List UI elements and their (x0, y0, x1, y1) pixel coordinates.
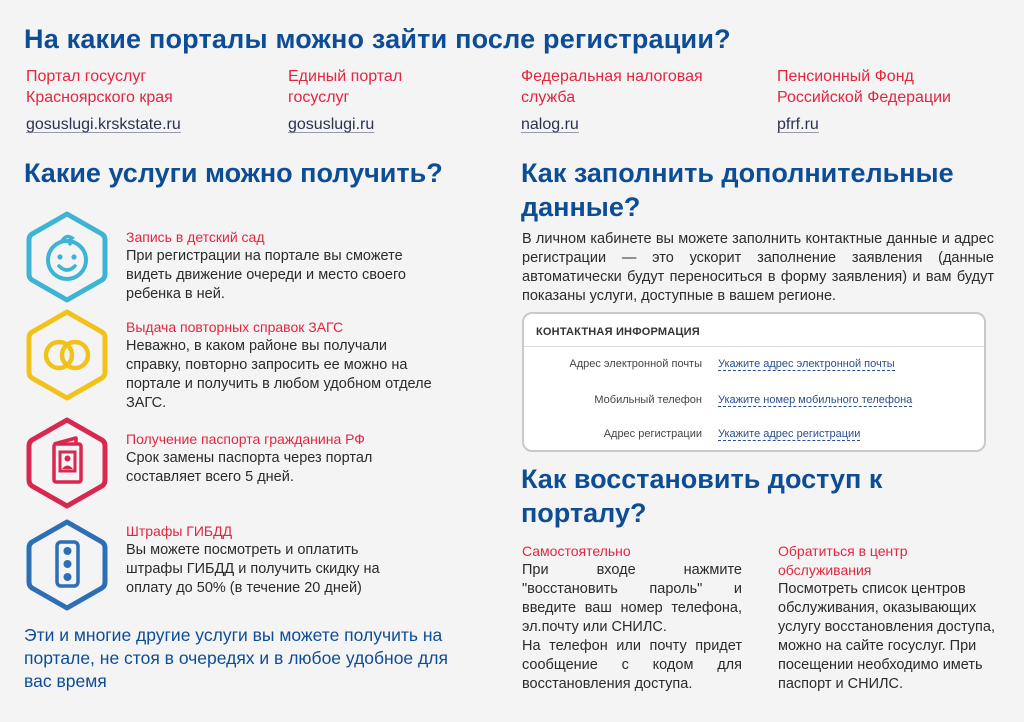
fill-title: Как заполнить дополнительные данные? (521, 158, 954, 222)
main-title: На какие порталы можно зайти после регистрации? (24, 24, 731, 54)
service-gibdd (126, 522, 416, 598)
restore-center (778, 542, 1000, 694)
portal-name: Портал госуслуг Красноярского края (26, 68, 173, 106)
self-text: При входе нажмите "восстановить пароль" и введите ваш номер телефона, эл.почту или СНИЛС. (522, 562, 742, 635)
service-title: Штрафы ГИБДД (126, 523, 233, 539)
service-kindergarten (126, 228, 446, 304)
portal-pfrf (777, 66, 997, 135)
portal-name: Единый портал госуслуг (288, 68, 403, 106)
service-text: При регистрации на портале вы сможете видеть движение очереди и место своего ребенка в ней. (126, 248, 406, 302)
restore-self (522, 542, 742, 694)
service-title: Получение паспорта гражданина РФ (126, 431, 365, 447)
center-text: Посмотреть список центров обслуживания, оказывающих услугу восстановления доступа, можно на сайте госуслуг. При посещении необходимо иметь паспорт и СНИЛС. (778, 581, 995, 692)
service-text: Неважно, в каком районе вы получали справку, повторно запросить ее можно на портале и получить в любом удобном отделе ЗАГС. (126, 338, 432, 411)
portal-link[interactable]: nalog.ru (521, 116, 579, 133)
fill-text: В личном кабинете вы можете заполнить контактные данные и адрес регистрации — это ускорит заполнение заявления (данные автоматически будут переноситься в форму заявления) и вам будут показаны услуги, доступные в вашем регионе. (522, 231, 994, 304)
portal-link[interactable]: gosuslugi.ru (288, 116, 375, 133)
baby-face-icon (24, 208, 110, 306)
row-label: Мобильный телефон (594, 394, 702, 406)
divider (524, 346, 984, 347)
address-link[interactable]: Укажите адрес регистрации (718, 428, 861, 440)
service-passport (126, 430, 446, 487)
closing-text: Эти и многие другие услуги вы можете получить на портале, не стоя в очередях и в любое удобное для вас время (24, 625, 448, 691)
row-label: Адрес регистрации (603, 428, 702, 440)
service-zags (126, 318, 446, 413)
services-title: Какие услуги можно получить? (24, 158, 443, 188)
contact-info-card (522, 312, 986, 452)
phone-link[interactable]: Укажите номер мобильного телефона (718, 394, 913, 406)
self-text-2: На телефон или почту придет сообщение с кодом для восстановления доступа. (522, 638, 742, 692)
portal-krsk (26, 66, 246, 135)
service-text: Срок замены паспорта через портал составляет всего 5 дней. (126, 450, 373, 485)
portal-link[interactable]: gosuslugi.krskstate.ru (26, 116, 181, 133)
center-title: Обратиться в центр обслуживания (778, 543, 908, 578)
wedding-rings-icon (24, 306, 110, 404)
service-title: Выдача повторных справок ЗАГС (126, 319, 344, 335)
traffic-light-icon (24, 516, 110, 614)
restore-title: Как восстановить доступ к порталу? (521, 464, 883, 528)
portal-name: Пенсионный Фонд Российской Федерации (777, 68, 951, 106)
self-title: Самостоятельно (522, 543, 631, 559)
service-text: Вы можете посмотреть и оплатить штрафы ГИБДД и получить скидку на оплату до 50% (в течение 20 дней) (126, 542, 380, 596)
contact-card-title: КОНТАКТНАЯ ИНФОРМАЦИЯ (536, 326, 700, 338)
portal-nalog (521, 66, 741, 135)
passport-icon (24, 414, 110, 512)
email-link[interactable]: Укажите адрес электронной почты (718, 358, 895, 370)
portal-name: Федеральная налоговая служба (521, 68, 703, 106)
portal-gosuslugi (288, 66, 508, 135)
service-title: Запись в детский сад (126, 229, 265, 245)
portal-link[interactable]: pfrf.ru (777, 116, 819, 133)
row-label: Адрес электронной почты (569, 358, 702, 370)
